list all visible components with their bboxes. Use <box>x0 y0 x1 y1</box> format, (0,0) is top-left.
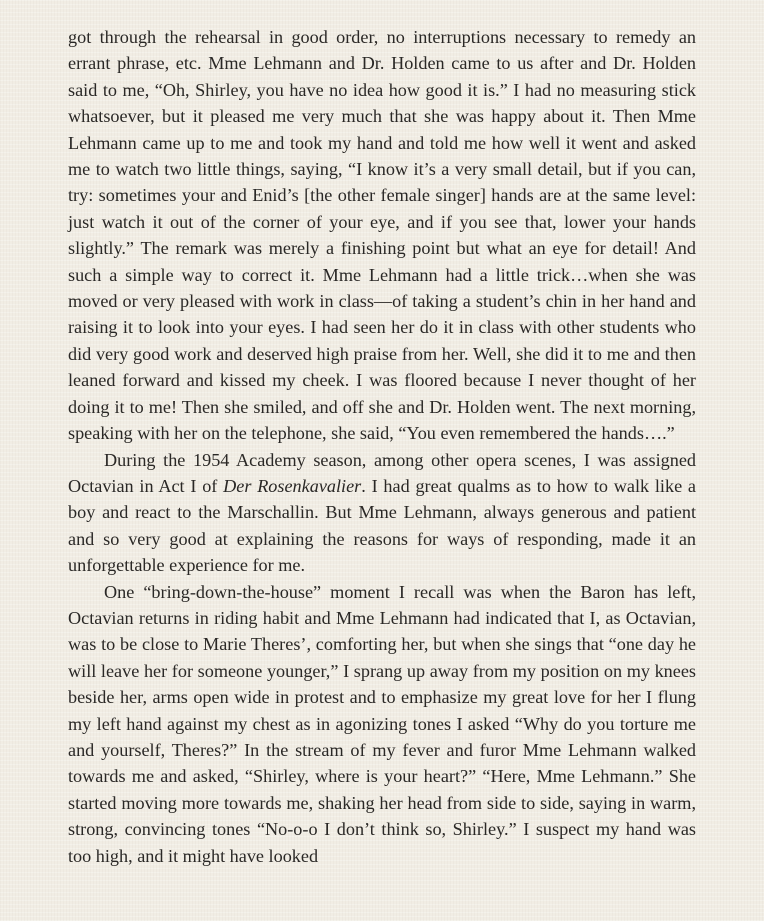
paragraph-text-before-title: During the 1954 Academy season, among other opera scenes, I was assigned Octavian in Act I of <box>68 449 696 496</box>
paragraph-text-after-title: . I had great qualms as to how to walk like a boy and react to the Marschallin. But Mme Lehmann, always generous and patient and so very good at explaining the reasons for ways of responding, made it an unforgettable experience for me. <box>68 475 696 576</box>
paragraph-rehearsal: got through the rehearsal in good order, no interruptions necessary to remedy an errant phrase, etc. Mme Lehmann and Dr. Holden came to us after and Dr. Holden said to me, “Oh, Shirley, you have no idea how good it is.” I had no measuring stick whatsoever, but it pleased me very much that she was happy about it. Then Mme Lehmann came up to me and took my hand and told me how well it went and asked me to watch two little things, saying, “I know it’s a very small detail, but if you can, try: sometimes your and Enid’s [the other female singer] hands are at the same level: just watch it out of the corner of your eye, and if you see that, lower your hands slightly.” The remark was merely a finishing point but what an eye for detail! And such a simple way to correct it. Mme Lehmann had a little trick…when she was moved or very pleased with work in class—of taking a student’s chin in her hand and raising it to look into your eyes. I had seen her do it in class with other students who did very good work and deserved high praise from her. Well, she did it to me and then leaned forward and kissed my cheek. I was floored because I never thought of her doing it to me! Then she smiled, and off she and Dr. Holden went. The next morning, speaking with her on the telephone, she said, “You even remembered the hands….” <box>68 27 696 444</box>
paragraph-academy-season <box>68 447 696 579</box>
paragraph-bring-down-the-house: One “bring-down-the-house” moment I recall was when the Baron has left, Octavian returns in riding habit and Mme Lehmann had indicated that I, as Octavian, was to be close to Marie Theres’, comforting her, but when she sings that “one day he will leave her for someone younger,” I sprang up away from my position on my knees beside her, arms open wide in protest and to emphasize my great love for her I flung my left hand against my chest as in agonizing tones I asked “Why do you torture me and yourself, Theres?” In the stream of my fever and furor Mme Lehmann walked towards me and asked, “Shirley, where is your heart?” “Here, Mme Lehmann.” She started moving more towards me, shaking her head from side to side, saying in warm, strong, convincing tones “No-o-o I don’t think so, Shirley.” I suspect my hand was too high, and it might have looked <box>68 581 696 866</box>
opera-title: Der Rosenkavalier <box>223 475 362 496</box>
book-page <box>68 24 696 869</box>
